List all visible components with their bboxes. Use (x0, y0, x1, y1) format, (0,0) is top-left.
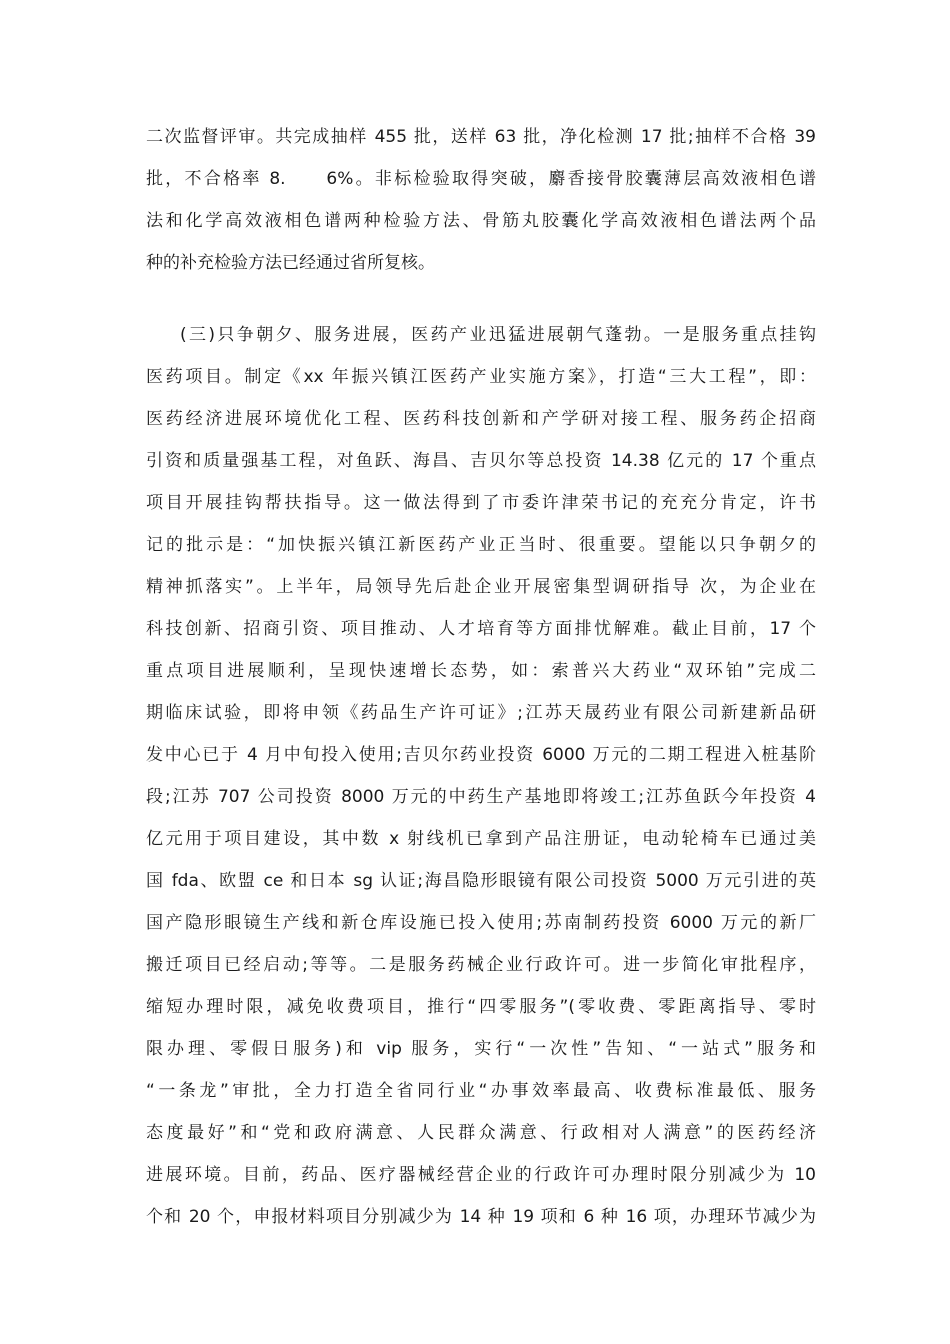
text-line: 重点项目进展顺利，呈现快速增长态势，如：索普兴大药业“双环铂”完成二 (146, 661, 816, 681)
text-line: 医药项目。制定《xx 年振兴镇江医药产业实施方案》，打造“三大工程”，即： (146, 367, 816, 387)
text-line: 二次监督评审。共完成抽样 455 批，送样 63 批，净化检测 17 批;抽样不合格 39 (146, 127, 816, 147)
text-line: 个和 20 个，申报材料项目分别减少为 14 种 19 项和 6 种 16 项，办理环节减少为 (146, 1207, 816, 1227)
paragraph-industry-development (146, 314, 816, 1238)
text-line: 态度最好”和“党和政府满意、人民群众满意、行政相对人满意”的医药经济 (146, 1123, 816, 1143)
text-line: 亿元用于项目建设，其中数 x 射线机已拿到产品注册证，电动轮椅车已通过美 (146, 829, 816, 849)
text-line: 段;江苏 707 公司投资 8000 万元的中药生产基地即将竣工;江苏鱼跃今年投资 4 (146, 787, 816, 807)
text-line: 项目开展挂钩帮扶指导。这一做法得到了市委许津荣书记的充充分肯定，许书 (146, 493, 816, 513)
text-line: 记的批示是：“加快振兴镇江新医药产业正当时、很重要。望能以只争朝夕的 (146, 535, 816, 555)
text-line: 缩短办理时限，减免收费项目，推行“四零服务”(零收费、零距离指导、零时 (146, 997, 816, 1017)
text-line: 法和化学高效液相色谱两种检验方法、骨筋丸胶囊化学高效液相色谱法两个品 (146, 211, 816, 231)
text-line: 精神抓落实”。上半年，局领导先后赴企业开展密集型调研指导 次，为企业在 (146, 577, 816, 597)
text-line: 国 fda、欧盟 ce 和日本 sg 认证;海昌隐形眼镜有限公司投资 5000 万元引进的英 (146, 871, 816, 891)
paragraph-inspection-results (146, 116, 816, 284)
text-line: 发中心已于 4 月中旬投入使用;吉贝尔药业投资 6000 万元的二期工程进入桩基阶 (146, 745, 816, 765)
text-line: 批，不合格率 8. 6%。非标检验取得突破，麝香接骨胶囊薄层高效液相色谱 (146, 169, 816, 189)
text-line: 国产隐形眼镜生产线和新仓库设施已投入使用;苏南制药投资 6000 万元的新厂 (146, 913, 816, 933)
text-line: 搬迁项目已经启动;等等。二是服务药械企业行政许可。进一步简化审批程序， (146, 955, 816, 975)
text-line: 引资和质量强基工程，对鱼跃、海昌、吉贝尔等总投资 14.38 亿元的 17 个重点 (146, 451, 816, 471)
text-line: 种的补充检验方法已经通过省所复核。 (146, 253, 435, 273)
text-line: 医药经济进展环境优化工程、医药科技创新和产学研对接工程、服务药企招商 (146, 409, 816, 429)
text-line: (三)只争朝夕、服务进展，医药产业迅猛进展朝气蓬勃。一是服务重点挂钩 (180, 325, 816, 345)
text-line: 进展环境。目前，药品、医疗器械经营企业的行政许可办理时限分别减少为 10 (146, 1165, 816, 1185)
text-line: 期临床试验，即将申领《药品生产许可证》;江苏天晟药业有限公司新建新品研 (146, 703, 816, 723)
text-line: “一条龙”审批，全力打造全省同行业“办事效率最高、收费标准最低、服务 (146, 1081, 816, 1101)
text-line: 科技创新、招商引资、项目推动、人才培育等方面排忧解难。截止目前，17 个 (146, 619, 816, 639)
text-line: 限办理、零假日服务)和 vip 服务，实行“一次性”告知、“一站式”服务和 (146, 1039, 816, 1059)
